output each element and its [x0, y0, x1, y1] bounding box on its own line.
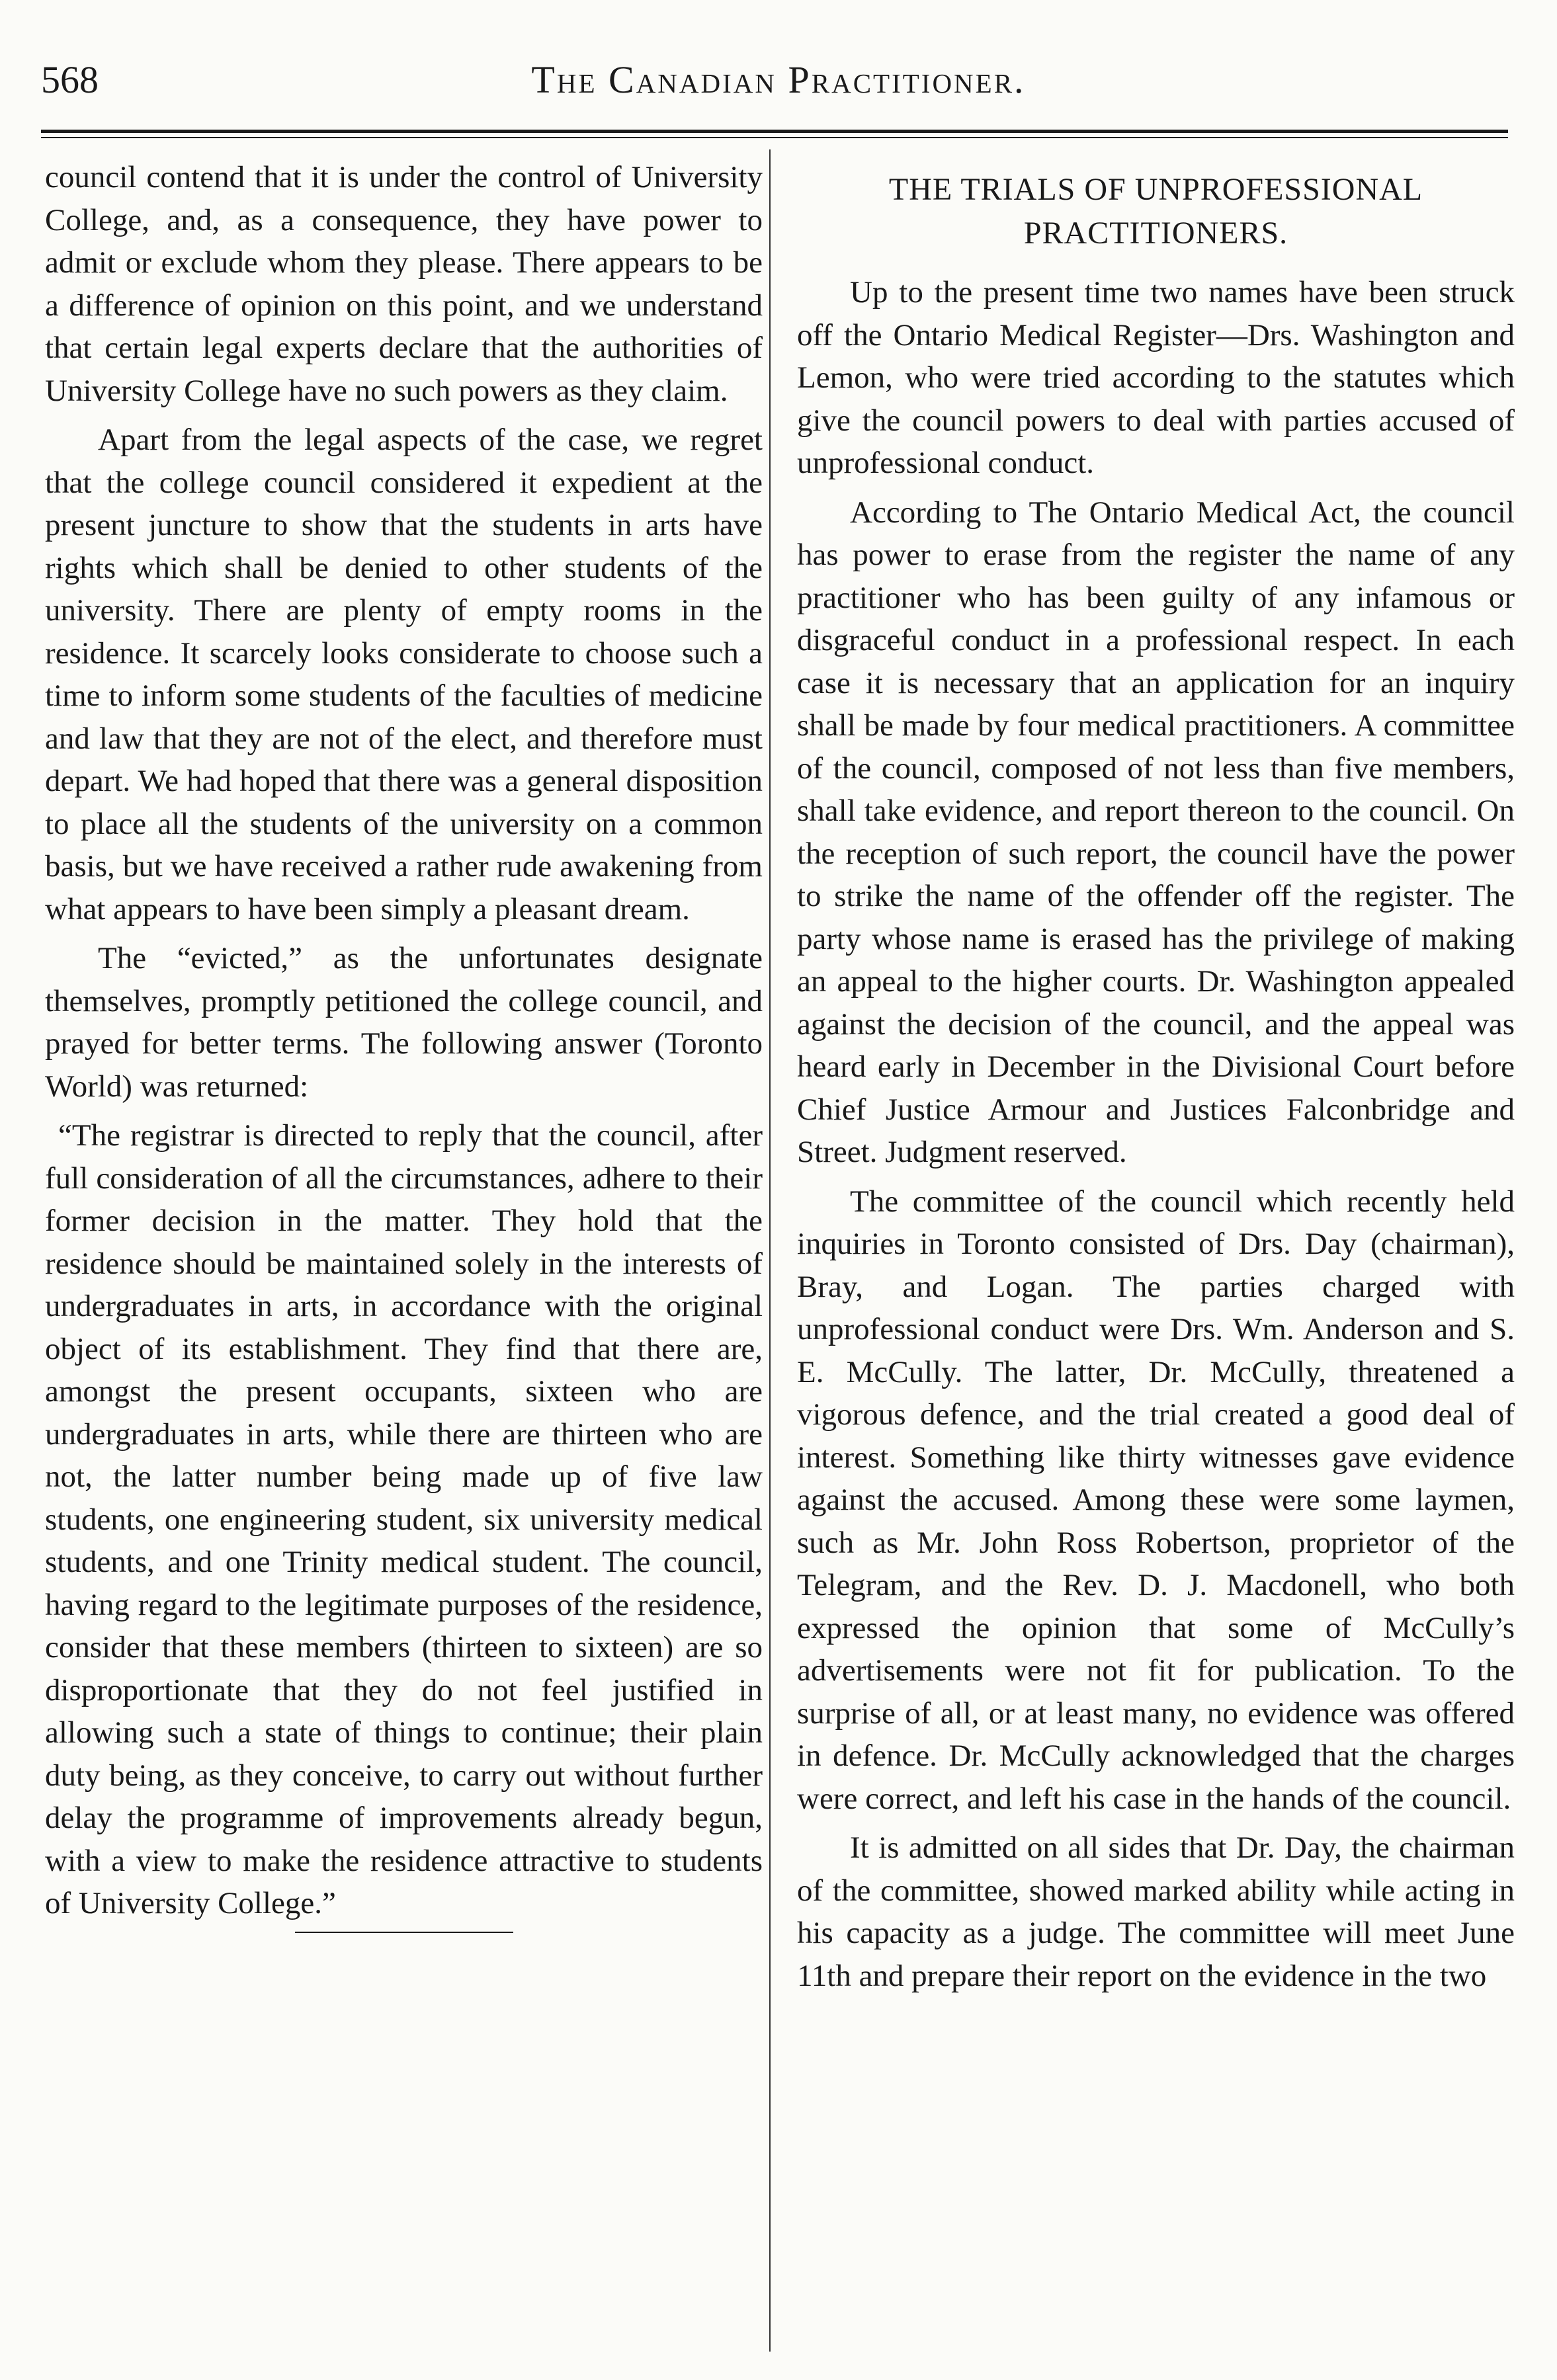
header-rule-thin — [41, 137, 1508, 138]
article-title: THE TRIALS OF UNPROFESSIONAL PRACTITIONERS. — [888, 172, 1423, 251]
header-rule-thick — [41, 130, 1508, 133]
right-paragraph-2: According to The Ontario Medical Act, the council has power to erase from the register the name of any practitioner who has been guilty of any infamous or disgraceful conduct in a professional respect. In each case it is necessary that an application for an inquiry shall be made by four medical practitioners. A committee of the council, composed of not less than five members, shall take evidence, and report thereon to the council. On the reception of such report, the council have the power to strike the name of the offender off the register. The party whose name is erased has the privilege of making an appeal to the higher courts. Dr. Washington appealed against the decision of the council, and the appeal was heard early in December in the Divisional Court before Chief Justice Armour and Justices Falconbridge and Street. Judgment reserved. — [797, 495, 1515, 1169]
left-paragraph-3: The “evicted,” as the unfortunates designate themselves, promptly petitioned the college council, and prayed for better terms. The following answer (Toronto World) was returned: — [45, 941, 763, 1104]
left-paragraph-4: “The registrar is directed to reply that the council, after full consideration of all the circumstances, adhere to their former decision in the matter. They hold that the residence should be maintained solely in the interests of undergraduates in arts, in accordance with the original object of its establishment. They find that there are, amongst the present occupants, sixteen who are undergraduates in arts, while there are thirteen who are not, the latter number being made up of five law students, one engineering student, six university medical students, and one Trinity medical student. The council, having regard to the legitimate purposes of the residence, consider that these members (thirteen to sixteen) are so disproportionate that they do not feel justified in allowing such a state of things to continue; their plain duty being, as they conceive, to carry out without further delay the programme of improvements already begun, with a view to make the residence attractive to students of University College.” — [45, 1118, 763, 1920]
running-head: The Canadian Practitioner. — [531, 58, 1026, 101]
left-column — [45, 156, 763, 1933]
article-end-rule — [295, 1932, 513, 1933]
column-divider — [769, 149, 771, 2352]
right-paragraph-1: Up to the present time two names have been struck off the Ontario Medical Register—Drs. Washington and Lemon, who were tried according to the statutes which give the council powers to deal with parties accused of unprofessional conduct. — [797, 275, 1515, 480]
left-paragraph-1: council contend that it is under the control of University College, and, as a consequence, they have power to admit or exclude whom they please. There appears to be a difference of opinion on this point, and we understand that certain legal experts declare that the authorities of University College have no such powers as they claim. — [45, 160, 763, 408]
right-column — [797, 156, 1515, 2004]
page-number: 568 — [41, 58, 99, 101]
right-paragraph-3: The committee of the council which recently held inquiries in Toronto consisted of Drs. Day (chairman), Bray, and Logan. The parties charged with unprofessional conduct were Drs. Wm. Anderson and S. E. McCully. The latter, Dr. McCully, threatened a vigorous defence, and the trial created a good deal of interest. Something like thirty witnesses gave evidence against the accused. Among these were some laymen, such as Mr. John Ross Robertson, proprietor of the Telegram, and the Rev. D. J. Macdonell, who both expressed the opinion that some of McCully’s advertisements were not fit for publication. To the surprise of all, or at least many, no evidence was offered in defence. Dr. McCully acknowledged that the charges were correct, and left his case in the hands of the council. — [797, 1184, 1515, 1816]
left-paragraph-2: Apart from the legal aspects of the case, we regret that the college council considered it expedient at the present juncture to show that the students in arts have rights which shall be denied to other students of the university. There are plenty of empty rooms in the residence. It scarcely looks considerate to choose such a time to inform some students of the faculties of medicine and law that they are not of the elect, and therefore must depart. We had hoped that there was a general disposition to place all the students of the university on a common basis, but we have received a rather rude awakening from what appears to have been simply a pleasant dream. — [45, 423, 763, 926]
right-paragraph-4: It is admitted on all sides that Dr. Day, the chairman of the committee, showed marked ability while acting in his capacity as a judge. The committee will meet June 11th and prepare their report on the evidence in the two — [797, 1830, 1515, 1993]
